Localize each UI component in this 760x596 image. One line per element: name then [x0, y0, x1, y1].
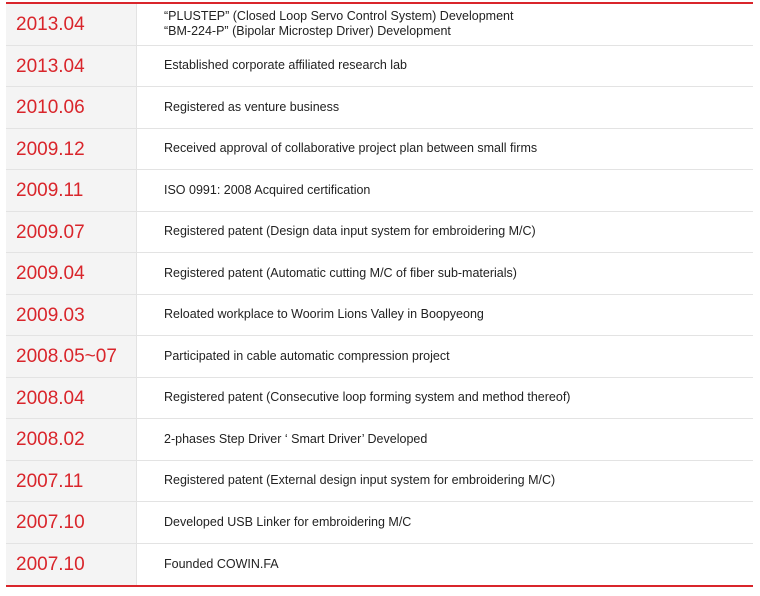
history-date: 2008.05~07 — [6, 336, 137, 377]
history-event — [137, 461, 753, 502]
history-event-text: Received approval of collaborative project plan between small firms — [164, 141, 538, 156]
history-row — [6, 4, 753, 46]
history-event-text: Registered patent (Design data input system for embroidering M/C) — [164, 224, 536, 239]
history-date: 2013.04 — [6, 46, 137, 87]
history-event — [137, 4, 753, 45]
history-event — [137, 378, 753, 419]
history-row — [6, 378, 753, 420]
history-row — [6, 336, 753, 378]
history-event — [137, 253, 753, 294]
history-row — [6, 419, 753, 461]
history-date: 2008.04 — [6, 378, 137, 419]
history-event — [137, 46, 753, 87]
history-date: 2010.06 — [6, 87, 137, 128]
history-row — [6, 253, 753, 295]
company-history-table — [6, 2, 753, 587]
history-row — [6, 129, 753, 171]
history-event-text: ISO 0991: 2008 Acquired certification — [164, 182, 371, 197]
history-event — [137, 544, 753, 586]
history-row — [6, 46, 753, 88]
history-date: 2007.11 — [6, 461, 137, 502]
history-row — [6, 544, 753, 586]
history-event — [137, 502, 753, 543]
history-event — [137, 336, 753, 377]
history-date: 2009.07 — [6, 212, 137, 253]
history-event-text: Founded COWIN.FA — [164, 556, 279, 571]
history-event-text: 2-phases Step Driver ‘ Smart Driver’ Developed — [164, 431, 428, 446]
history-date: 2007.10 — [6, 502, 137, 543]
history-row — [6, 212, 753, 254]
history-event — [137, 87, 753, 128]
history-event-text: Established corporate affiliated research lab — [164, 58, 407, 73]
history-date: 2009.03 — [6, 295, 137, 336]
history-event-text: Registered as venture business — [164, 99, 340, 114]
history-event-text: Developed USB Linker for embroidering M/C — [164, 514, 412, 529]
history-event-text: Reloated workplace to Woorim Lions Valley in Boopyeong — [164, 307, 484, 322]
history-event — [137, 419, 753, 460]
history-date: 2013.04 — [6, 4, 137, 45]
history-event-text: “BM-224-P” (Bipolar Microstep Driver) Development — [164, 24, 451, 39]
history-row — [6, 170, 753, 212]
history-event-text: Registered patent (Automatic cutting M/C of fiber sub-materials) — [164, 265, 517, 280]
history-event — [137, 212, 753, 253]
history-row — [6, 87, 753, 129]
history-row — [6, 461, 753, 503]
history-event-text: Participated in cable automatic compression project — [164, 348, 450, 363]
history-date: 2009.11 — [6, 170, 137, 211]
history-event — [137, 170, 753, 211]
history-row — [6, 295, 753, 337]
history-date: 2008.02 — [6, 419, 137, 460]
history-row — [6, 502, 753, 544]
history-event-text: Registered patent (External design input system for embroidering M/C) — [164, 473, 556, 488]
history-date: 2009.12 — [6, 129, 137, 170]
history-event-text: Registered patent (Consecutive loop forming system and method thereof) — [164, 390, 571, 405]
history-event — [137, 295, 753, 336]
history-event-text: “PLUSTEP” (Closed Loop Servo Control System) Development — [164, 9, 514, 24]
history-event — [137, 129, 753, 170]
history-date: 2007.10 — [6, 544, 137, 586]
history-date: 2009.04 — [6, 253, 137, 294]
